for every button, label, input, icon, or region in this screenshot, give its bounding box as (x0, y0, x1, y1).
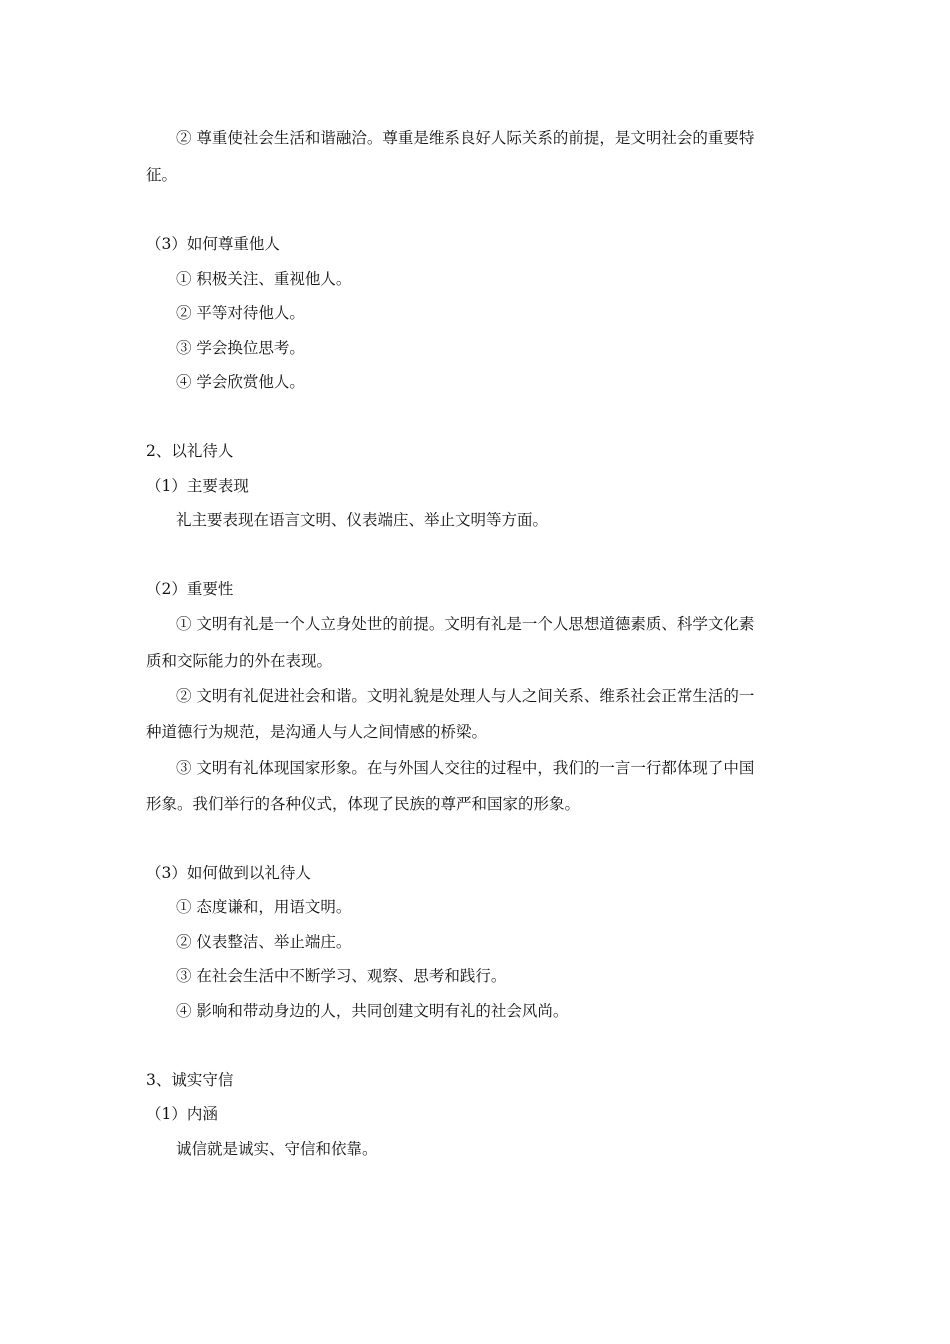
paragraph-line: 质和交际能力的外在表现。 (146, 652, 333, 670)
subsection-title: （1）内涵 (146, 1105, 218, 1123)
list-item: ④ 学会欣赏他人。 (176, 373, 305, 391)
paragraph-line: 征。 (146, 166, 178, 184)
subsection-title: （3）如何尊重他人 (146, 235, 280, 253)
paragraph-line: ③ 文明有礼体现国家形象。在与外国人交往的过程中，我们的一言一行都体现了中国 (176, 759, 755, 777)
list-item: ④ 影响和带动身边的人，共同创建文明有礼的社会风尚。 (176, 1002, 569, 1020)
paragraph-line: 形象。我们举行的各种仪式，体现了民族的尊严和国家的形象。 (146, 795, 581, 813)
list-item: ① 态度谦和，用语文明。 (176, 898, 352, 916)
list-item: ② 仪表整洁、举止端庄。 (176, 933, 352, 951)
subsection-title: （1）主要表现 (146, 477, 249, 495)
paragraph-line: 礼主要表现在语言文明、仪表端庄、举止文明等方面。 (176, 511, 549, 529)
subsection-title: （2）重要性 (146, 580, 234, 598)
section-title: 2、以礼待人 (146, 442, 234, 460)
paragraph-line: ① 文明有礼是一个人立身处世的前提。文明有礼是一个人思想道德素质、科学文化素 (176, 615, 755, 633)
section-title: 3、诚实守信 (146, 1071, 234, 1089)
paragraph-line: 诚信就是诚实、守信和依靠。 (176, 1140, 378, 1158)
subsection-title: （3）如何做到以礼待人 (146, 864, 311, 882)
paragraph-line: ② 文明有礼促进社会和谐。文明礼貌是处理人与人之间关系、维系社会正常生活的一 (176, 687, 755, 705)
list-item: ③ 在社会生活中不断学习、观察、思考和践行。 (176, 967, 507, 985)
paragraph-line: ② 尊重使社会生活和谐融洽。尊重是维系良好人际关系的前提，是文明社会的重要特 (176, 129, 755, 147)
list-item: ② 平等对待他人。 (176, 304, 305, 322)
paragraph-line: 种道德行为规范，是沟通人与人之间情感的桥梁。 (146, 723, 488, 741)
list-item: ① 积极关注、重视他人。 (176, 270, 352, 288)
list-item: ③ 学会换位思考。 (176, 339, 305, 357)
